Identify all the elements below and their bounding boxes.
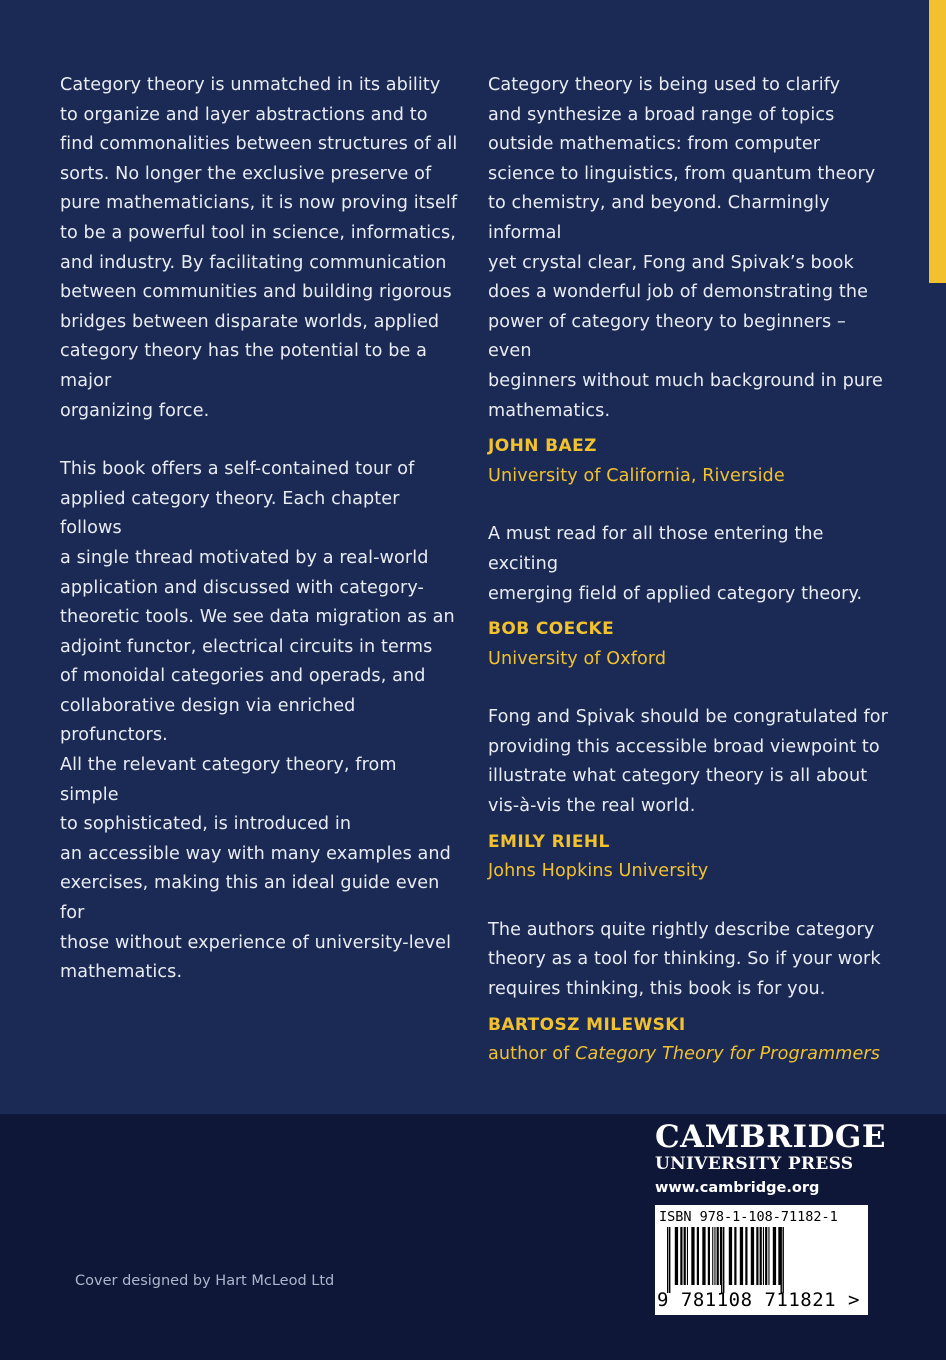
barcode-bar bbox=[712, 1227, 713, 1285]
barcode-bar bbox=[751, 1227, 754, 1285]
endorsement-quote: The authors quite rightly describe category theory as a tool for thinking. So if your work requires thinking, this book is for you. bbox=[488, 919, 881, 1000]
barcode-bar bbox=[729, 1227, 732, 1285]
endorsement-quote: Category theory is being used to clarify and synthesize a broad range of topics outside mathematics: from computer science to linguistics, from quantum theory to chemistry, and beyond. Charmingly informal yet crystal clear, Fong and Spivak’s book does a wonderful job of demonstrating the power of category theory to beginners – even beginners without much background in pure mathematics. bbox=[488, 75, 883, 421]
barcode-bar bbox=[691, 1227, 694, 1285]
endorser-name: BOB COECKE bbox=[488, 619, 615, 640]
barcode-bar bbox=[697, 1227, 699, 1285]
barcode-bar bbox=[702, 1227, 705, 1285]
endorser bbox=[488, 1011, 888, 1070]
barcode-bars bbox=[665, 1227, 859, 1293]
ean-digits: 9 781108 711821 > bbox=[657, 1289, 860, 1311]
endorsement bbox=[488, 703, 888, 887]
endorsement bbox=[488, 916, 888, 1070]
endorsement bbox=[488, 520, 888, 674]
endorser-name: EMILY RIEHL bbox=[488, 831, 610, 852]
affiliation-prefix: author of bbox=[488, 1044, 576, 1065]
endorser-affiliation: Johns Hopkins University bbox=[488, 861, 709, 882]
endorser-affiliation: University of California, Riverside bbox=[488, 465, 785, 486]
isbn-label: ISBN 978-1-108-71182-1 bbox=[659, 1209, 838, 1225]
barcode-guard-bar bbox=[723, 1227, 724, 1293]
barcode-bar bbox=[717, 1227, 719, 1285]
affiliation-book-title: Category Theory for Programmers bbox=[575, 1044, 880, 1065]
publisher-url: www.cambridge.org bbox=[655, 1180, 820, 1196]
barcode-guard-bar bbox=[721, 1227, 722, 1293]
endorsement-quote: A must read for all those entering the exciting emerging field of applied category theory. bbox=[488, 524, 863, 604]
barcode-bar bbox=[768, 1227, 769, 1285]
barcode-guard-bar bbox=[783, 1227, 784, 1293]
endorser-name: BARTOSZ MILEWSKI bbox=[488, 1014, 686, 1035]
endorser-affiliation: University of Oxford bbox=[488, 648, 667, 669]
endorsements-column bbox=[488, 71, 888, 1099]
barcode-bar bbox=[675, 1227, 678, 1285]
blurb-paragraph-1: Category theory is unmatched in its ability to organize and layer abstractions and to find commonalities between structures of all sorts. No longer the exclusive preserve of pure mathematicians, it is now proving itself to be a powerful tool in science, informatics, and industry. By facilitating communication between communities and building rigorous bridges between disparate worlds, applied category theory has the potential to be a major organizing force. bbox=[60, 75, 458, 421]
barcode-bar bbox=[773, 1227, 776, 1285]
endorser bbox=[488, 432, 888, 491]
barcode-bar bbox=[680, 1227, 682, 1285]
barcode-guard-bar bbox=[667, 1227, 668, 1293]
publisher-logo bbox=[655, 1119, 886, 1199]
blurb-paragraph-2: This book offers a self-contained tour of applied category theory. Each chapter follows a single thread motivated by a real-world application and discussed with category- theoretic tools. We see data migration as an adjoint functor, electrical circuits in terms of monoidal categories and operads, and collaborative design via enriched profunctors. All the relevant category theory, from simple to sophisticated, is introduced in an accessible way with many examples and exercises, making this an ideal guide even for those without experience of university-level mathematics. bbox=[60, 459, 455, 983]
cover-credit: Cover designed by Hart McLeod Ltd bbox=[75, 1273, 335, 1289]
endorser-name: JOHN BAEZ bbox=[488, 436, 597, 457]
publisher-name: CAMBRIDGE bbox=[655, 1119, 886, 1155]
barcode-bar bbox=[734, 1227, 736, 1285]
blurb-column bbox=[60, 71, 460, 988]
endorsement bbox=[488, 71, 888, 491]
barcode-bar bbox=[708, 1227, 710, 1285]
barcode-bar bbox=[763, 1227, 764, 1285]
isbn-barcode bbox=[655, 1205, 868, 1315]
barcode-bar bbox=[760, 1227, 762, 1285]
endorser bbox=[488, 615, 888, 674]
barcode-bar bbox=[756, 1227, 758, 1285]
endorsement-quote: Fong and Spivak should be congratulated for providing this accessible broad viewpoint to illustrate what category theory is all about vis-à-vis the real world. bbox=[488, 707, 888, 817]
barcode-bar bbox=[714, 1227, 715, 1285]
endorser-affiliation bbox=[488, 1040, 888, 1070]
gold-accent-bar bbox=[929, 0, 946, 283]
barcode-bar bbox=[740, 1227, 743, 1285]
barcode-guard-bar bbox=[669, 1227, 670, 1293]
barcode-bar bbox=[778, 1227, 780, 1285]
barcode-bar bbox=[720, 1227, 721, 1285]
barcode-guard-bar bbox=[781, 1227, 782, 1293]
barcode-bar bbox=[687, 1227, 688, 1285]
barcode-bar bbox=[745, 1227, 747, 1285]
barcode-bar bbox=[684, 1227, 686, 1285]
publisher-subtitle: UNIVERSITY PRESS bbox=[655, 1154, 854, 1174]
endorser bbox=[488, 828, 888, 887]
barcode-bar bbox=[765, 1227, 767, 1285]
